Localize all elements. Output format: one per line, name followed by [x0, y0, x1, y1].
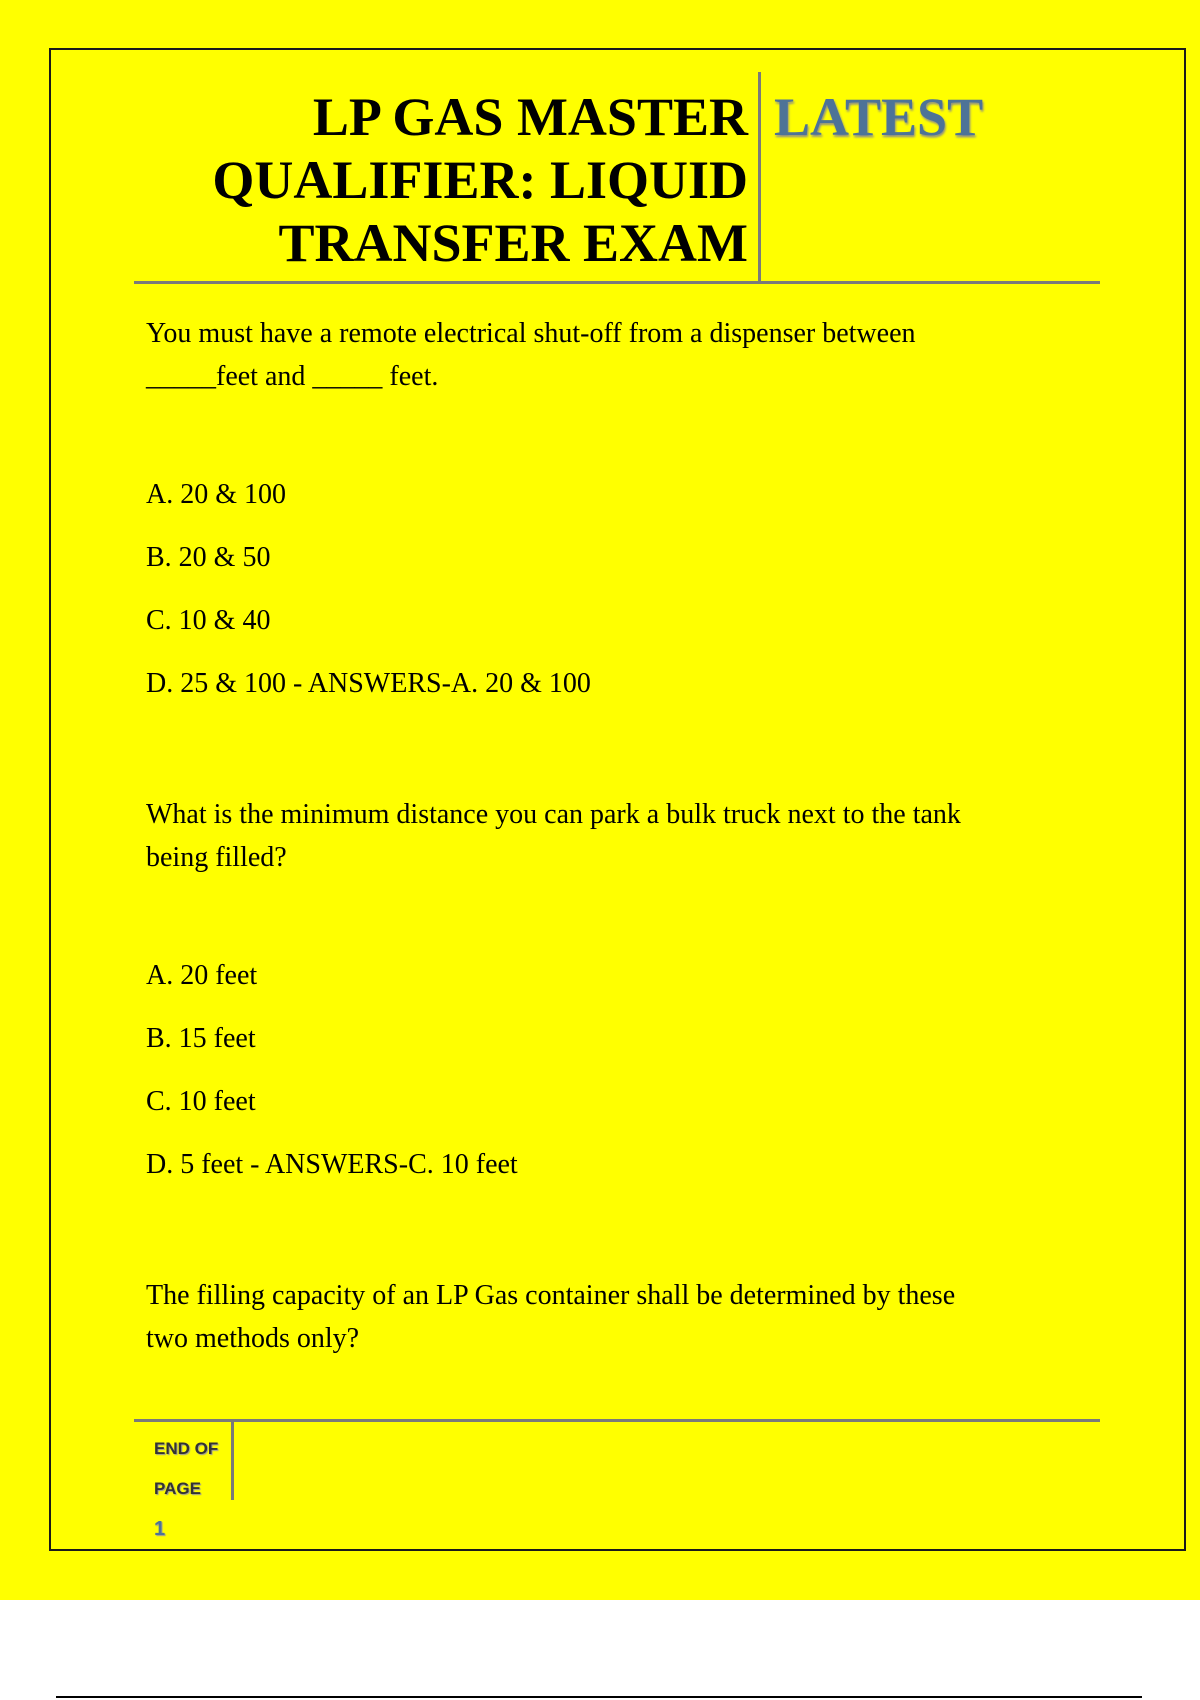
exam-title [134, 86, 748, 275]
option-b: B. 20 & 50 [146, 542, 271, 573]
exam-content [146, 312, 1096, 1452]
answer-options [146, 959, 1096, 1182]
title-line: TRANSFER EXAM [278, 213, 748, 273]
question-line: being filled? [146, 842, 287, 873]
footer-line: END OF [154, 1439, 219, 1458]
question-block [146, 312, 1096, 701]
question-line: What is the minimum distance you can park a bulk truck next to the tank [146, 799, 961, 830]
title-line: LP GAS MASTER [312, 87, 748, 147]
page-footer [134, 1419, 1100, 1540]
question-block [146, 793, 1096, 1182]
option-d: D. 5 feet - ANSWERS-C. 10 feet [146, 1149, 518, 1180]
end-of-page-label [134, 1422, 234, 1540]
footer-line [154, 1468, 231, 1540]
option-c: C. 10 feet [146, 1086, 256, 1117]
question-block [146, 1274, 1096, 1360]
option-b: B. 15 feet [146, 1023, 256, 1054]
header-divider [758, 72, 761, 282]
document-header [134, 72, 1100, 284]
question-line: two methods only? [146, 1323, 360, 1354]
footer-page-word: PAGE [154, 1479, 201, 1498]
question-line: You must have a remote electrical shut-off from a dispenser between [146, 318, 916, 349]
bottom-rule [56, 1696, 1142, 1698]
page-number: 1 [154, 1518, 166, 1540]
option-d: D. 25 & 100 - ANSWERS-A. 20 & 100 [146, 668, 591, 699]
latest-badge: LATEST [774, 87, 984, 147]
question-line: The filling capacity of an LP Gas container shall be determined by these [146, 1280, 956, 1311]
option-a: A. 20 feet [146, 960, 258, 991]
question-line: _____feet and _____ feet. [146, 361, 439, 392]
option-a: A. 20 & 100 [146, 479, 286, 510]
title-line: QUALIFIER: LIQUID [212, 150, 748, 210]
option-c: C. 10 & 40 [146, 605, 271, 636]
question-text [146, 793, 1096, 879]
question-text [146, 1274, 1096, 1360]
answer-options [146, 478, 1096, 701]
question-text [146, 312, 1096, 398]
